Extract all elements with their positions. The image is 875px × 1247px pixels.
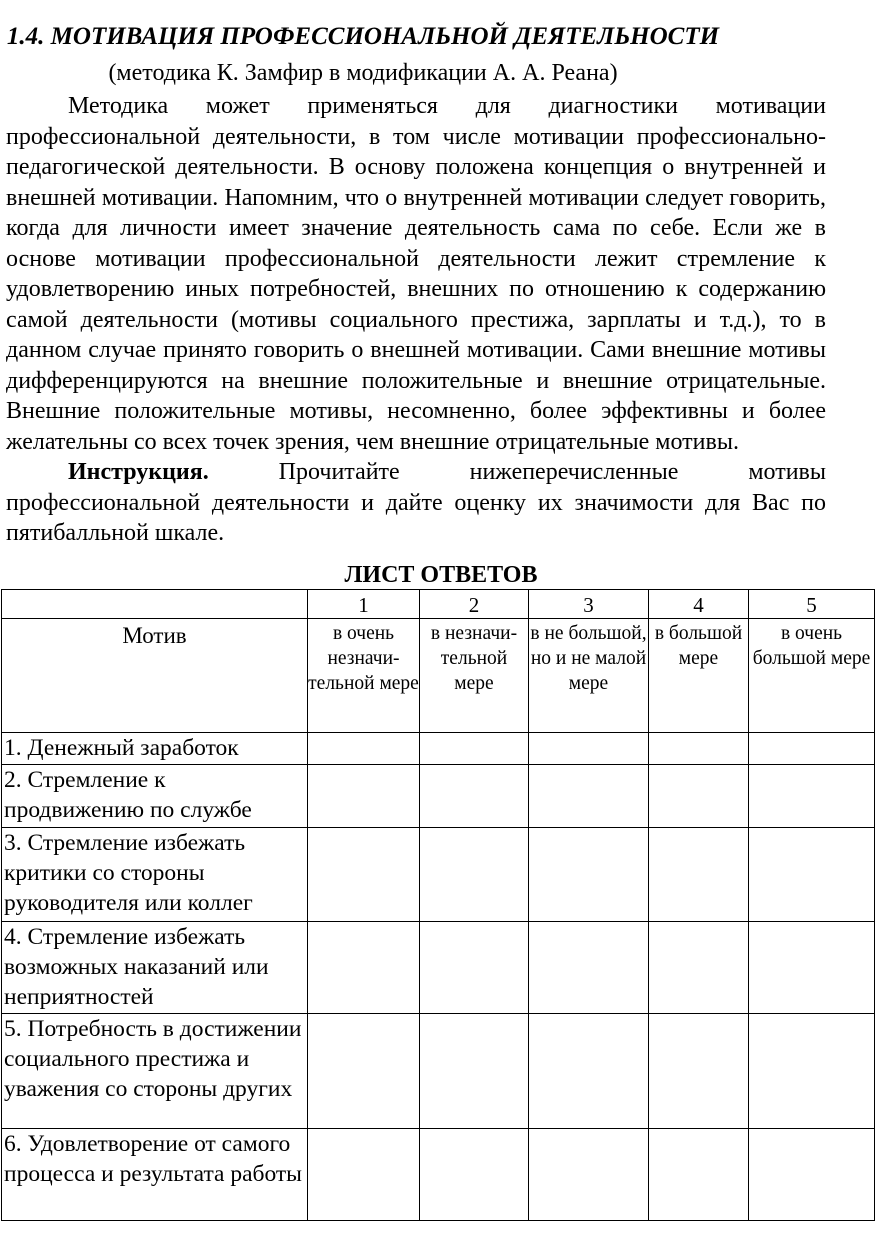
answer-cell[interactable] (649, 765, 749, 828)
answer-cell[interactable] (649, 733, 749, 765)
motive-row-5 (2, 1014, 875, 1129)
answer-cell[interactable] (649, 922, 749, 1014)
scale-number-3: 3 (529, 590, 649, 619)
answer-cell[interactable] (749, 922, 875, 1014)
answer-cell[interactable] (749, 1014, 875, 1129)
answer-cell[interactable] (749, 733, 875, 765)
answer-cell[interactable] (649, 828, 749, 922)
motive-label-6: 6. Удовлетворение от самого процесса и результата работы (2, 1129, 308, 1221)
answer-cell[interactable] (420, 733, 529, 765)
body-text (6, 91, 826, 549)
motive-row-1 (2, 733, 875, 765)
answer-cell[interactable] (420, 765, 529, 828)
motive-label-3: 3. Стремление избежать критики со стороны руководителя или коллег (2, 828, 308, 922)
motive-row-4 (2, 922, 875, 1014)
blank-header-cell (2, 590, 308, 619)
scale-number-1: 1 (308, 590, 420, 619)
motive-label-5: 5. Потребность в достижении социального престижа и уважения со стороны других (2, 1014, 308, 1129)
scale-number-5: 5 (749, 590, 875, 619)
scale-description-5: в очень большой мере (749, 619, 875, 733)
motive-label-4: 4. Стремление избежать возможных наказаний или неприятностей (2, 922, 308, 1014)
answer-cell[interactable] (749, 765, 875, 828)
answer-cell[interactable] (420, 1014, 529, 1129)
instruction-paragraph (6, 457, 826, 549)
scale-description-3: в не большой, но и не малой мере (529, 619, 649, 733)
answer-cell[interactable] (649, 1014, 749, 1129)
answer-cell[interactable] (420, 1129, 529, 1221)
answer-cell[interactable] (308, 1014, 420, 1129)
motive-row-2 (2, 765, 875, 828)
motive-row-3 (2, 828, 875, 922)
scale-description-4: в большой мере (649, 619, 749, 733)
answer-cell[interactable] (308, 1129, 420, 1221)
section-subtitle: (методика К. Замфир в модификации А. А. Реана) (108, 60, 618, 86)
answer-cell[interactable] (749, 828, 875, 922)
motive-label-2: 2. Стремление к продвижению по службе (2, 765, 308, 828)
instruction-text: Прочитайте нижеперечисленные мотивы профессиональной деятельности и дайте оценку их значимости для Вас по пятибалльной шкале. (6, 459, 826, 546)
answer-cell[interactable] (529, 922, 649, 1014)
answer-cell[interactable] (529, 1129, 649, 1221)
answer-cell[interactable] (420, 922, 529, 1014)
answer-cell[interactable] (529, 1014, 649, 1129)
intro-paragraph: Методика может применяться для диагностики мотивации профессиональной деятельности, в том числе мотивации профессионально-педагогической деятельности. В основу положена концепция о внутренней и внешней мотивации. Напомним, что о внутренней мотивации следует говорить, когда для личности имеет значение деятельность сама по себе. Если же в основе мотивации профессиональной деятельности лежит стремление к удовлетворению иных потребностей, внешних по отношению к содержанию самой деятельности (мотивы социального престижа, зарплаты и т.д.), то в данном случае принято говорить о внешней мотивации. Сами внешние мотивы дифференцируются на внешние положительные и внешние отрицательные. Внешние положительные мотивы, несомненно, более эффективны и более желательны со всех точек зрения, чем внешние отрицательные мотивы. (6, 93, 826, 455)
answer-cell[interactable] (749, 1129, 875, 1221)
answer-cell[interactable] (529, 828, 649, 922)
section-title: 1.4. МОТИВАЦИЯ ПРОФЕССИОНАЛЬНОЙ ДЕЯТЕЛЬНОСТИ (6, 23, 720, 50)
answer-cell[interactable] (420, 828, 529, 922)
scale-number-row (2, 590, 875, 619)
answer-cell[interactable] (308, 922, 420, 1014)
answer-sheet-table (1, 589, 875, 1221)
answer-cell[interactable] (529, 733, 649, 765)
answer-cell[interactable] (308, 828, 420, 922)
motive-row-6 (2, 1129, 875, 1221)
answer-cell[interactable] (649, 1129, 749, 1221)
scale-number-4: 4 (649, 590, 749, 619)
answer-cell[interactable] (529, 765, 649, 828)
answer-cell[interactable] (308, 733, 420, 765)
answer-sheet-title: ЛИСТ ОТВЕТОВ (344, 562, 538, 588)
scale-description-row (2, 619, 875, 733)
scale-description-1: в очень незначи-тельной мере (308, 619, 420, 733)
motive-label-1: 1. Денежный заработок (2, 733, 308, 765)
scale-description-2: в незначи-тельной мере (420, 619, 529, 733)
answer-cell[interactable] (308, 765, 420, 828)
instruction-label: Инструкция. (68, 459, 209, 485)
scale-number-2: 2 (420, 590, 529, 619)
motive-header: Мотив (2, 619, 308, 733)
